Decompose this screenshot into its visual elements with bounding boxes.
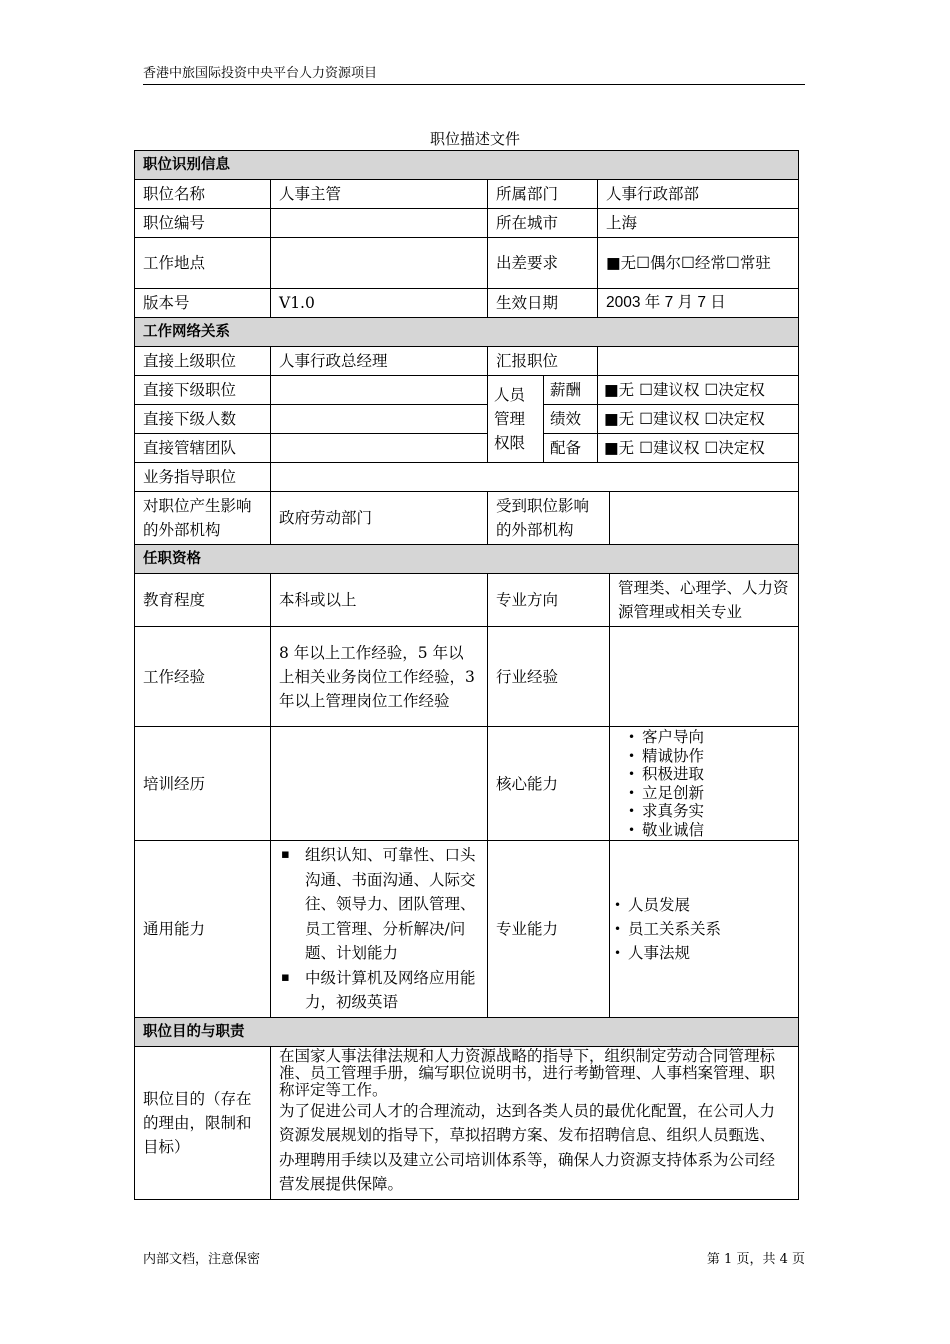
label-performance: 绩效 — [544, 405, 598, 434]
value-training — [271, 727, 488, 841]
label-department: 所属部门 — [488, 180, 598, 209]
value-department: 人事行政部部 — [598, 180, 799, 209]
value-direct-superior: 人事行政总经理 — [271, 347, 488, 376]
footer-page-number: 第 1 页，共 4 页 — [706, 1252, 805, 1267]
label-general-ability: 通用能力 — [135, 841, 271, 1018]
label-city: 所在城市 — [488, 209, 598, 238]
list-item: ▪ 组织认知、可靠性、口头沟通、书面沟通、人际交往、领导力、团队管理、员工管理、分析解决/问题、计划能力 — [279, 843, 479, 966]
value-influencing-agencies: 政府劳动部门 — [271, 492, 488, 545]
label-work-location: 工作地点 — [135, 238, 271, 289]
label-travel: 出差要求 — [488, 238, 598, 289]
general-ability-list — [271, 841, 488, 1018]
value-managed-team — [271, 434, 488, 463]
professional-ability-list — [610, 841, 799, 1018]
section-title-purpose: 职位目的与职责 — [135, 1017, 799, 1046]
value-industry-experience — [610, 627, 799, 727]
label-effective-date: 生效日期 — [488, 289, 598, 318]
document-title: 职位描述文件 — [429, 130, 520, 148]
value-allocation-authority: ■无 ☐建议权 ☐决定权 — [598, 434, 799, 463]
label-business-guidance: 业务指导职位 — [135, 463, 271, 492]
value-performance-authority: ■无 ☐建议权 ☐决定权 — [598, 405, 799, 434]
list-item: • 积极进取 — [630, 765, 794, 784]
label-major: 专业方向 — [488, 574, 610, 627]
label-salary: 薪酬 — [544, 376, 598, 405]
label-position-code: 职位编号 — [135, 209, 271, 238]
list-item: • 立足创新 — [630, 784, 794, 803]
value-education: 本科或以上 — [271, 574, 488, 627]
section-title-qualifications: 任职资格 — [135, 545, 799, 574]
value-report-position — [598, 347, 799, 376]
value-influenced-agencies — [610, 492, 799, 545]
list-item: • 人员发展 — [616, 893, 794, 917]
section-title-identification: 职位识别信息 — [135, 151, 799, 180]
label-influencing-agencies: 对职位产生影响的外部机构 — [135, 492, 271, 545]
label-position-purpose: 职位目的（存在的理由，限制和目标） — [135, 1046, 271, 1199]
list-item: • 客户导向 — [630, 728, 794, 747]
value-direct-subordinate — [271, 376, 488, 405]
label-core-competency: 核心能力 — [488, 727, 610, 841]
value-version: V1.0 — [271, 289, 488, 318]
list-item: • 员工关系关系 — [616, 917, 794, 941]
label-industry-experience: 行业经验 — [488, 627, 610, 727]
label-education: 教育程度 — [135, 574, 271, 627]
list-item: • 精诚协作 — [630, 747, 794, 766]
purpose-paragraph: 为了促进公司人才的合理流动，达到各类人员的最优化配置，在公司人力资源发展规划的指导下，草拟招聘方案、发布招聘信息、组织人员甄选、办理聘用手续以及建立公司培训体系等，确保人力资源支持体系为公司经营发展提供保障。 — [279, 1101, 776, 1193]
label-direct-subordinate: 直接下级职位 — [135, 376, 271, 405]
label-position-name: 职位名称 — [135, 180, 271, 209]
value-salary-authority: ■无 ☐建议权 ☐决定权 — [598, 376, 799, 405]
label-managed-team: 直接管辖团队 — [135, 434, 271, 463]
list-item: • 敬业诚信 — [630, 821, 794, 840]
value-travel: ■无☐偶尔☐经常☐常驻 — [598, 238, 799, 289]
core-competency-list — [610, 727, 799, 841]
label-subordinate-count: 直接下级人数 — [135, 405, 271, 434]
label-work-experience: 工作经验 — [135, 627, 271, 727]
label-influenced-agencies: 受到职位影响的外部机构 — [488, 492, 610, 545]
value-position-code — [271, 209, 488, 238]
label-version: 版本号 — [135, 289, 271, 318]
label-report-position: 汇报职位 — [488, 347, 598, 376]
label-allocation: 配备 — [544, 434, 598, 463]
purpose-paragraph: 在国家人事法律法规和人力资源战略的指导下，组织制定劳动合同管理标准、员工管理手册，编写职位说明书，进行考勤管理、人事档案管理、职称评定等工作。 — [279, 1046, 776, 1099]
list-item: ▪ 中级计算机及网络应用能力，初级英语 — [279, 966, 479, 1015]
page-header: 香港中旅国际投资中央平台人力资源项目 — [143, 62, 805, 85]
list-item: • 人事法规 — [616, 941, 794, 965]
value-business-guidance — [271, 463, 799, 492]
job-description-table — [134, 150, 799, 1200]
value-city: 上海 — [598, 209, 799, 238]
value-position-name: 人事主管 — [271, 180, 488, 209]
value-effective-date: 2003 年 7 月 7 日 — [598, 289, 799, 318]
section-title-network: 工作网络关系 — [135, 318, 799, 347]
value-work-location — [271, 238, 488, 289]
value-work-experience: 8 年以上工作经验，5 年以上相关业务岗位工作经验，3 年以上管理岗位工作经验 — [271, 627, 488, 727]
footer-confidential: 内部文档，注意保密 — [143, 1252, 261, 1267]
value-subordinate-count — [271, 405, 488, 434]
position-purpose-text — [271, 1046, 799, 1199]
label-training: 培训经历 — [135, 727, 271, 841]
label-professional-ability: 专业能力 — [488, 841, 610, 1018]
list-item: • 求真务实 — [630, 802, 794, 821]
label-direct-superior: 直接上级职位 — [135, 347, 271, 376]
label-personnel-authority: 人员管理权限 — [488, 376, 544, 463]
value-major: 管理类、心理学、人力资源管理或相关专业 — [610, 574, 799, 627]
